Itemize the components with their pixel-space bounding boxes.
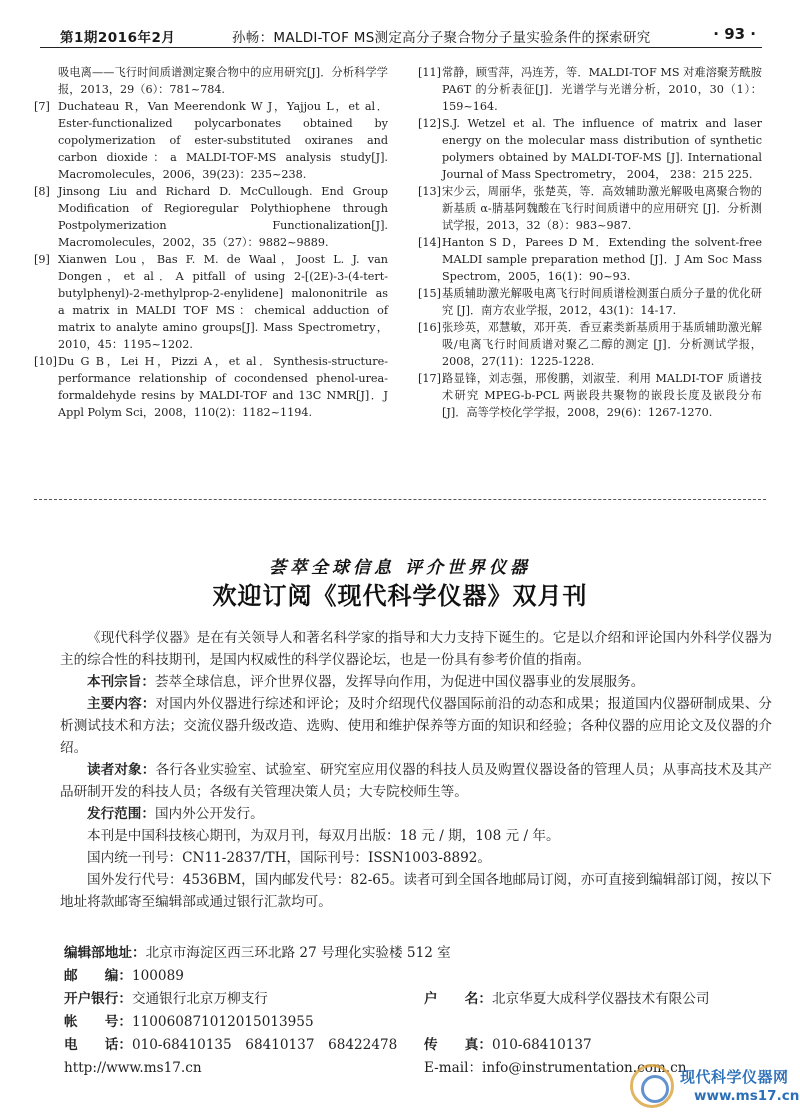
ad-content-text: 对国内外仪器进行综述和评论；及时介绍现代仪器国际前沿的动态和成果；报道国内仪器研制成果、分析测试技术和方法；交流仪器升级改造、选购、使用和维护保养等方面的知识和经验；各种仪器的应用论文及仪器的介绍。 (60, 696, 773, 756)
reference-item (34, 251, 388, 353)
reference-item (418, 285, 762, 319)
account-label: 帐 号： (64, 1014, 132, 1030)
reference-text: 常静，顾雪萍，冯连芳，等．MALDI-TOF MS 对难溶聚芳酰胺 PA6T 的分析表征[J]．光谱学与光谱分析，2010，30（1）：159~164. (442, 66, 762, 113)
ad-purpose (60, 671, 772, 693)
reference-item (418, 115, 762, 183)
ad-content-label: 主要内容： (87, 696, 156, 712)
reference-text: Duchateau R，Van Meerendonk W J，Yajjou L，et al．Ester-functionalized polycarbonates obtained by copolymerization of ester-substituted oxiranes and carbon dioxide：a MALDI-TOF-MS analysis study[J]. Macromolecules，2006，39(23)：235~238. (58, 100, 388, 181)
reference-text: S.J. Wetzel et al. The influence of matrix and laser energy on the molecular mass distribution of synthetic polymers obtained by MALDI-TOF-MS [J]. International Journal of Mass Spectrometry， 2004， 238：215 225. (442, 117, 762, 181)
reference-text: 张珍英，邓慧敏，邓开英．香豆素类新基质用于基质辅助激光解吸/电离飞行时间质谱对聚乙二醇的测定 [J]．分析测试学报，2008，27(11)：1225-1228. (442, 321, 762, 368)
dashed-divider (34, 499, 766, 500)
reference-text: Hanton S D，Parees D M．Extending the solvent-free MALDI sample preparation method [J]．J Am Soc Mass Spectrom，2005，16(1)：90~93. (442, 236, 762, 283)
fax-group (424, 1034, 592, 1057)
globe-logo-icon (630, 1064, 674, 1108)
references-right-column (418, 64, 762, 421)
reference-item (34, 64, 388, 98)
ad-price: 本刊是中国科技核心期刊，为双月刊，每双月出版：18 元 / 期，108 元 / 年。 (87, 828, 560, 844)
contact-row-account (64, 1011, 764, 1034)
ad-issn: 国内统一刊号：CN11-2837/TH，国际刊号：ISSN1003-8892。 (87, 850, 492, 866)
reference-number: [16] (418, 321, 441, 334)
reference-number: [15] (418, 287, 441, 300)
contact-row-address (64, 942, 764, 965)
watermark-url: www.ms17.cn (694, 1088, 800, 1104)
reference-text: Jinsong Liu and Richard D. McCullough. End Group Modification of Regioregular Polythiophene through Postpolymerization Functionalization[J]. Macromolecules，2002，35（27）：9882~9889. (58, 185, 388, 249)
reference-text: 吸电离——飞行时间质谱测定聚合物中的应用研究[J]．分析科学学报，2013，29（6）：781~784. (58, 66, 388, 96)
page-number: · 93 · (713, 25, 756, 43)
contact-row-bank (64, 988, 764, 1011)
ad-distribution-text: 国内外公开发行。 (154, 806, 264, 822)
address-label: 编辑部地址： (64, 945, 146, 961)
website-link[interactable]: http://www.ms17.cn (64, 1060, 202, 1076)
email-link[interactable]: E-mail：info@instrumentation.com.cn (424, 1060, 687, 1076)
reference-text: Xianwen Lou，Bas F. M. de Waal，Joost L. J. van Dongen，et al．A pitfall of using 2-[(2E)-3-(4-tert-butylphenyl)-2-methylprop-2-enylidene] malononitrile as a matrix in MALDI TOF MS：chemical adduction of matrix to analyte amino groups[J]. Mass Spectrometry，2010，45：1195~1202. (58, 253, 388, 351)
bank-label: 开户银行： (64, 991, 132, 1007)
article-title: 孙畅：MALDI-TOF MS测定高分子聚合物分子量实验条件的探索研究 (232, 30, 651, 46)
reference-item (418, 183, 762, 234)
reference-item (418, 64, 762, 115)
reference-number: [11] (418, 66, 441, 79)
reference-item (34, 183, 388, 251)
watermark-name: 现代科学仪器网 (680, 1068, 789, 1086)
reference-number: [17] (418, 372, 441, 385)
ad-readers-label: 读者对象： (87, 762, 156, 778)
postcode-value: 100089 (131, 968, 184, 984)
reference-item (418, 234, 762, 285)
ad-distribution-label: 发行范围： (87, 806, 155, 822)
contact-row-phone (64, 1034, 764, 1057)
postcode-label: 邮 编： (64, 968, 132, 984)
bank-value: 交通银行北京万柳支行 (131, 991, 268, 1007)
ad-slogan: 荟萃全球信息 评介世界仪器 (269, 558, 531, 578)
reference-text: 基质辅助激光解吸电离飞行时间质谱检测蛋白质分子量的优化研究 [J]．南方农业学报，2012，43(1)：14-17. (442, 287, 762, 317)
contact-row-postcode (64, 965, 764, 988)
fax-value: 010-68410137 (491, 1037, 592, 1053)
account-name-value: 北京华夏大成科学仪器技术有限公司 (491, 991, 710, 1007)
ad-codes: 国外发行代号：4536BM，国内邮发代号：82-65。读者可到全国各地邮局订阅，亦可直接到编辑部订阅，按以下地址将款邮寄至编辑部或通过银行汇款均可。 (60, 872, 772, 910)
ad-title: 欢迎订阅《现代科学仪器》双月刊 (212, 581, 588, 610)
ad-readers-text: 各行各业实验室、试验室、研究室应用仪器的科技人员及购置仪器设备的管理人员；从事高技术及其产品研制开发的科技人员；各级有关管理决策人员；大专院校师生等。 (60, 762, 773, 800)
ad-distribution (60, 803, 772, 825)
reference-number: [8] (34, 185, 50, 198)
reference-text: Du G B，Lei H，Pizzi A，et al．Synthesis-structure-performance relationship of cocondensed phenol-urea-formaldehyde resins by MALDI-TOF and 13C NMR[J]．J Appl Polym Sci，2008，110(2)：1182~1194. (58, 355, 388, 419)
reference-number: [10] (34, 355, 57, 368)
address-value: 北京市海淀区西三环北路 27 号理化实验楼 512 室 (145, 945, 451, 961)
reference-number: [13] (418, 185, 441, 198)
watermark-logo (624, 1058, 800, 1110)
issue-date: 第1期2016年2月 (60, 30, 176, 46)
reference-number: [9] (34, 253, 50, 266)
reference-number: [14] (418, 236, 441, 249)
ad-readers (60, 759, 772, 803)
ad-purpose-label: 本刊宗旨： (87, 674, 155, 690)
account-name-label: 户 名： (424, 991, 492, 1007)
reference-item (34, 353, 388, 421)
running-header (40, 22, 762, 48)
phone-label: 电 话： (64, 1037, 132, 1053)
reference-item (418, 370, 762, 421)
reference-number: [12] (418, 117, 441, 130)
reference-number: [7] (34, 100, 50, 113)
fax-label: 传 真： (424, 1037, 492, 1053)
account-name-group (424, 988, 709, 1011)
reference-text: 宋少云，周丽华，张楚英，等．高效辅助激光解吸电离聚合物的新基质 α-腈基阿魏酸在飞行时间质谱中的应用研究 [J]．分析测试学报，2013，32（8）：983~987. (442, 185, 762, 232)
ad-purpose-text: 荟萃全球信息，评介世界仪器，发挥导向作用，为促进中国仪器事业的发展服务。 (154, 674, 645, 690)
reference-item (34, 98, 388, 183)
ad-body (60, 627, 772, 913)
ad-content (60, 693, 772, 759)
ad-intro: 《现代科学仪器》是在有关领导人和著名科学家的指导和大力支持下诞生的。它是以介绍和评论国内外科学仪器为主的综合性的科技期刊，是国内权威性的科学仪器论坛，也是一份具有参考价值的指南。 (60, 630, 772, 668)
phone-value: 010-68410135 68410137 68422478 (131, 1037, 398, 1053)
reference-text: 路显锋，刘志强，邢俊鹏，刘淑莹．利用 MALDI-TOF 质谱技术研究 MPEG-b-PCL 两嵌段共聚物的嵌段长度及嵌段分布 [J]．高等学校化学学报，2008，29(6)：1267-1270. (442, 372, 762, 419)
account-value: 110060871012015013955 (131, 1014, 314, 1030)
references-left-column (34, 64, 388, 421)
reference-item (418, 319, 762, 370)
